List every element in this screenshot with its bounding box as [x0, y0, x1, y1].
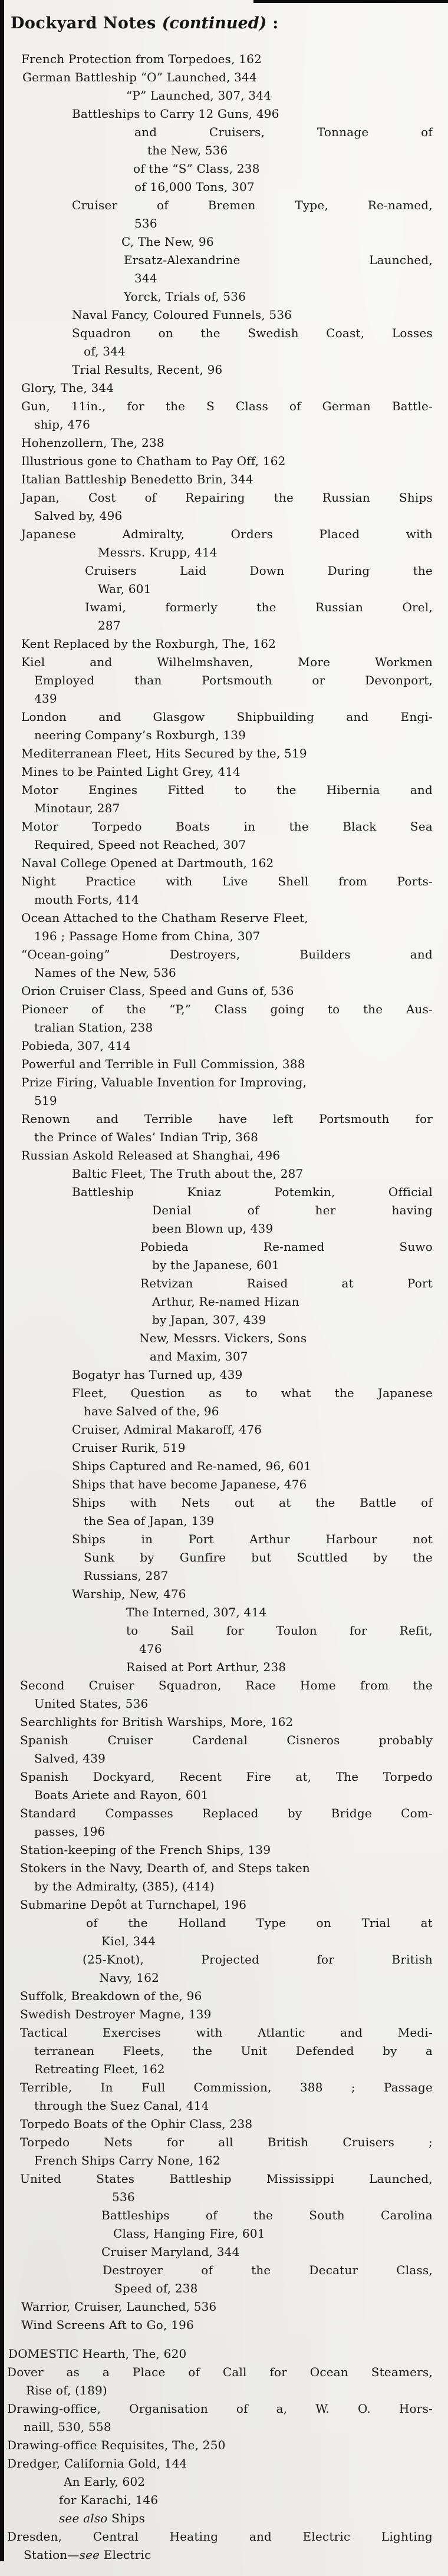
- index-line: Drawing-office, Organisation of a, W. O. Hors-: [7, 2402, 433, 2416]
- index-line: Russian Askold Released at Shanghai, 496: [21, 1148, 281, 1162]
- index-line: tralian Station, 238: [34, 1020, 153, 1035]
- index-line-text: Station—: [24, 2548, 80, 2562]
- index-line: mouth Forts, 414: [34, 892, 139, 907]
- index-line: Trial Results, Recent, 96: [72, 363, 223, 377]
- index-line: Bogatyr has Turned up, 439: [72, 1368, 243, 1382]
- index-line: Dover as a Place of Call for Ocean Steamers,: [7, 2365, 433, 2379]
- index-line: Ships Captured and Re-named, 96, 601: [72, 1459, 312, 1473]
- index-line: Cruiser, Admiral Makaroff, 476: [72, 1422, 262, 1437]
- index-body: [0, 50, 448, 2564]
- index-line: Iwami, formerly the Russian Orel,: [85, 600, 433, 614]
- index-line: Motor Torpedo Boats in the Black Sea: [21, 819, 433, 834]
- index-line: An Early, 602: [64, 2475, 146, 2489]
- index-line: Kiel, 344: [101, 1934, 156, 1948]
- index-line: 519: [34, 1093, 57, 1108]
- index-line: Wind Screens Aft to Go, 196: [21, 2318, 194, 2332]
- index-line: Illustrious gone to Chatham to Pay Off, 162: [21, 454, 286, 468]
- index-line: Salved, 439: [34, 1751, 106, 1765]
- index-line: Terrible, In Full Commission, 388 ; Passage: [20, 2080, 433, 2094]
- index-line: Ships in Port Arthur Harbour not: [72, 1532, 433, 1546]
- page-content: [0, 13, 448, 2564]
- index-line: 536: [134, 216, 157, 230]
- index-line: French Protection from Torpedoes, 162: [21, 52, 262, 66]
- index-line: Powerful and Terrible in Full Commission, 388: [21, 1057, 305, 1071]
- index-line: Pobieda, 307, 414: [21, 1039, 131, 1053]
- index-line-text: Ships: [107, 2511, 146, 2525]
- index-line: Names of the New, 536: [34, 966, 176, 980]
- index-line: Motor Engines Fitted to the Hibernia and: [21, 783, 433, 797]
- index-line: Russians, 287: [84, 1569, 169, 1583]
- index-line: for Karachi, 146: [59, 2493, 159, 2507]
- index-line: of the Holland Type on Trial at: [86, 1916, 433, 1930]
- index-line: Standard Compasses Replaced by Bridge Com-: [20, 1806, 433, 1820]
- index-line: by Japan, 307, 439: [152, 1313, 266, 1327]
- index-line: Destroyer of the Decatur Class,: [103, 2263, 433, 2277]
- index-line: Ersatz-Alexandrine Launched,: [124, 253, 433, 267]
- index-line: United States Battleship Mississippi Launched,: [20, 2172, 433, 2186]
- index-line: Sunk by Gunfire but Scuttled by the: [84, 1550, 433, 1564]
- index-line: Orion Cruiser Class, Speed and Guns of, 536: [21, 984, 294, 998]
- page-edge-top-border: [253, 0, 448, 3]
- index-line: “Ocean-going” Destroyers, Builders and: [21, 947, 433, 961]
- index-line: by the Admiralty, (385), (414): [34, 1879, 215, 1893]
- page-title: [0, 13, 448, 34]
- index-line: Torpedo Boats of the Ophir Class, 238: [20, 2117, 253, 2131]
- index-line: of 16,000 Tons, 307: [134, 180, 255, 194]
- index-line: Rise of, (189): [26, 2383, 107, 2397]
- index-line: Minotaur, 287: [34, 801, 120, 815]
- index-line: War, 601: [98, 582, 151, 596]
- index-line: Speed of, 238: [114, 2281, 198, 2295]
- index-line: C, The New, 96: [121, 235, 214, 249]
- index-line: Dredger, California Gold, 144: [7, 2456, 187, 2470]
- index-line: [0, 2546, 448, 2564]
- index-line: and Cruisers, Tonnage of: [134, 125, 433, 139]
- index-line: Cruisers Laid Down During the: [85, 564, 433, 578]
- index-line: Battleships to Carry 12 Guns, 496: [72, 107, 279, 121]
- index-line: Prize Firing, Valuable Invention for Improving,: [21, 1075, 307, 1089]
- index-line: Spanish Dockyard, Recent Fire at, The Torpedo: [20, 1770, 433, 1784]
- index-line: Boats Ariete and Rayon, 601: [34, 1788, 209, 1802]
- index-line: Ocean Attached to the Chatham Reserve Fleet,: [21, 911, 308, 925]
- index-line: Kiel and Wilhelmshaven, More Workmen: [21, 655, 433, 669]
- index-line: Gun, 11in., for the S Class of German Battle-: [21, 399, 433, 413]
- index-line: terranean Fleets, the Unit Defended by a: [34, 2044, 433, 2058]
- index-line: Glory, The, 344: [21, 381, 114, 395]
- index-line: Employed than Portsmouth or Devonport,: [34, 673, 433, 687]
- index-line: Baltic Fleet, The Truth about the, 287: [72, 1167, 304, 1181]
- index-line: Retreating Fleet, 162: [34, 2062, 165, 2076]
- index-line: 536: [112, 2190, 135, 2204]
- index-line: Italian Battleship Benedetto Brin, 344: [21, 472, 253, 486]
- index-line: naill, 530, 558: [24, 2420, 111, 2434]
- index-line: Denial of her having: [152, 1203, 433, 1217]
- index-line: 196 ; Passage Home from China, 307: [34, 929, 261, 943]
- index-line: Searchlights for British Warships, More, 162: [20, 1715, 294, 1729]
- index-line: Renown and Terrible have left Portsmouth for: [21, 1112, 433, 1126]
- index-line: Pobieda Re-named Suwo: [140, 1240, 433, 1254]
- index-line: Japan, Cost of Repairing the Russian Ships: [21, 490, 433, 505]
- index-line: DOMESTIC Hearth, The, 620: [8, 2347, 187, 2361]
- index-line: Warship, New, 476: [72, 1587, 186, 1601]
- index-line: Arthur, Re-named Hizan: [152, 1294, 299, 1309]
- index-line: 344: [134, 271, 157, 285]
- page-title-main: Dockyard Notes: [11, 14, 156, 32]
- index-line: Pioneer of the “P,” Class going to the Aus-: [21, 1002, 433, 1016]
- index-line: United States, 536: [34, 1697, 149, 1711]
- index-line: Hohenzollern, The, 238: [21, 436, 164, 450]
- index-line: Squadron on the Swedish Coast, Losses: [72, 326, 433, 340]
- index-line: Ships with Nets out at the Battle of: [72, 1495, 433, 1510]
- index-line: the Prince of Wales’ Indian Trip, 368: [34, 1130, 259, 1144]
- page-title-suffix: :: [266, 14, 279, 32]
- index-line: Raised at Port Arthur, 238: [126, 1660, 286, 1674]
- index-line: 476: [139, 1642, 162, 1656]
- index-line: (25-Knot), Projected for British: [83, 1952, 433, 1966]
- index-line: Station-keeping of the French Ships, 139: [20, 1843, 271, 1857]
- index-line: Messrs. Krupp, 414: [98, 545, 218, 559]
- index-line: by the Japanese, 601: [152, 1258, 279, 1272]
- index-line: Navy, 162: [99, 1971, 160, 1985]
- index-line: Battleships of the South Carolina: [101, 2208, 433, 2222]
- index-line: Second Cruiser Squadron, Race Home from the: [20, 1678, 433, 1692]
- index-line: Battleship Kniaz Potemkin, Official: [72, 1185, 433, 1199]
- index-line: Kent Replaced by the Roxburgh, The, 162: [21, 637, 276, 651]
- index-line: Mines to be Painted Light Grey, 414: [21, 765, 241, 779]
- index-line: London and Glasgow Shipbuilding and Engi-: [21, 710, 433, 724]
- index-line: Naval Fancy, Coloured Funnels, 536: [72, 308, 292, 322]
- index-line: of the “S” Class, 238: [133, 162, 260, 176]
- index-line: “P” Launched, 307, 344: [126, 88, 272, 103]
- index-line: have Salved of the, 96: [84, 1404, 219, 1418]
- index-line: 439: [34, 691, 57, 706]
- index-line: Torpedo Nets for all British Cruisers ;: [20, 2135, 433, 2149]
- index-line: the Sea of Japan, 139: [84, 1514, 215, 1528]
- index-line: [0, 2509, 448, 2528]
- index-line: Submarine Depôt at Turnchapel, 196: [20, 1898, 247, 1912]
- index-line: Mediterranean Fleet, Hits Secured by the, 519: [21, 746, 307, 760]
- index-line: French Ships Carry None, 162: [34, 2153, 220, 2167]
- index-line: Drawing-office Requisites, The, 250: [7, 2438, 226, 2452]
- index-line: Cruiser of Bremen Type, Re-named,: [72, 198, 433, 212]
- index-line: to Sail for Toulon for Refit,: [126, 1623, 433, 1638]
- index-line: Cruiser Rurik, 519: [72, 1441, 186, 1455]
- index-line-text: Electric: [100, 2548, 151, 2562]
- cross-reference-text: see also: [59, 2511, 108, 2525]
- index-line: and Maxim, 307: [150, 1349, 248, 1363]
- index-line: Swedish Destroyer Magne, 139: [20, 2007, 212, 2021]
- index-line: Naval College Opened at Dartmouth, 162: [21, 856, 274, 870]
- index-line: of, 344: [84, 344, 126, 358]
- index-line: passes, 196: [34, 1824, 106, 1839]
- index-line: Japanese Admiralty, Orders Placed with: [21, 527, 433, 541]
- index-line: ship, 476: [34, 417, 91, 431]
- index-line: through the Suez Canal, 414: [34, 2099, 209, 2113]
- index-line: Cruiser Maryland, 344: [101, 2245, 240, 2259]
- index-line: the New, 536: [147, 143, 228, 157]
- index-line: Class, Hanging Fire, 601: [113, 2226, 265, 2241]
- index-line: Required, Speed not Reached, 307: [34, 838, 246, 852]
- index-line: 287: [98, 618, 121, 633]
- index-line: Suffolk, Breakdown of the, 96: [20, 1989, 202, 2003]
- index-line: The Interned, 307, 414: [126, 1605, 267, 1619]
- index-line: Retvizan Raised at Port: [140, 1276, 433, 1290]
- index-line: Stokers in the Navy, Dearth of, and Steps taken: [20, 1861, 310, 1875]
- index-line: Night Practice with Live Shell from Ports-: [21, 874, 433, 888]
- page-title-continued: (continued): [162, 14, 267, 32]
- index-line: Ships that have become Japanese, 476: [72, 1477, 307, 1491]
- index-line: Yorck, Trials of, 536: [124, 289, 246, 304]
- index-line: Dresden, Central Heating and Electric Lighting: [7, 2529, 433, 2544]
- index-line: Fleet, Question as to what the Japanese: [72, 1386, 433, 1400]
- index-line: New, Messrs. Vickers, Sons: [139, 1331, 307, 1345]
- index-line: been Blown up, 439: [152, 1221, 274, 1236]
- cross-reference-text: see: [79, 2548, 100, 2562]
- index-line: Warrior, Cruiser, Launched, 536: [21, 2300, 217, 2314]
- index-line: German Battleship “O” Launched, 344: [22, 70, 257, 84]
- index-line: Salved by, 496: [34, 509, 123, 523]
- index-line: neering Company’s Roxburgh, 139: [34, 728, 246, 742]
- index-line: Tactical Exercises with Atlantic and Medi-: [20, 2025, 433, 2040]
- index-line: Spanish Cruiser Cardenal Cisneros probably: [20, 1733, 433, 1747]
